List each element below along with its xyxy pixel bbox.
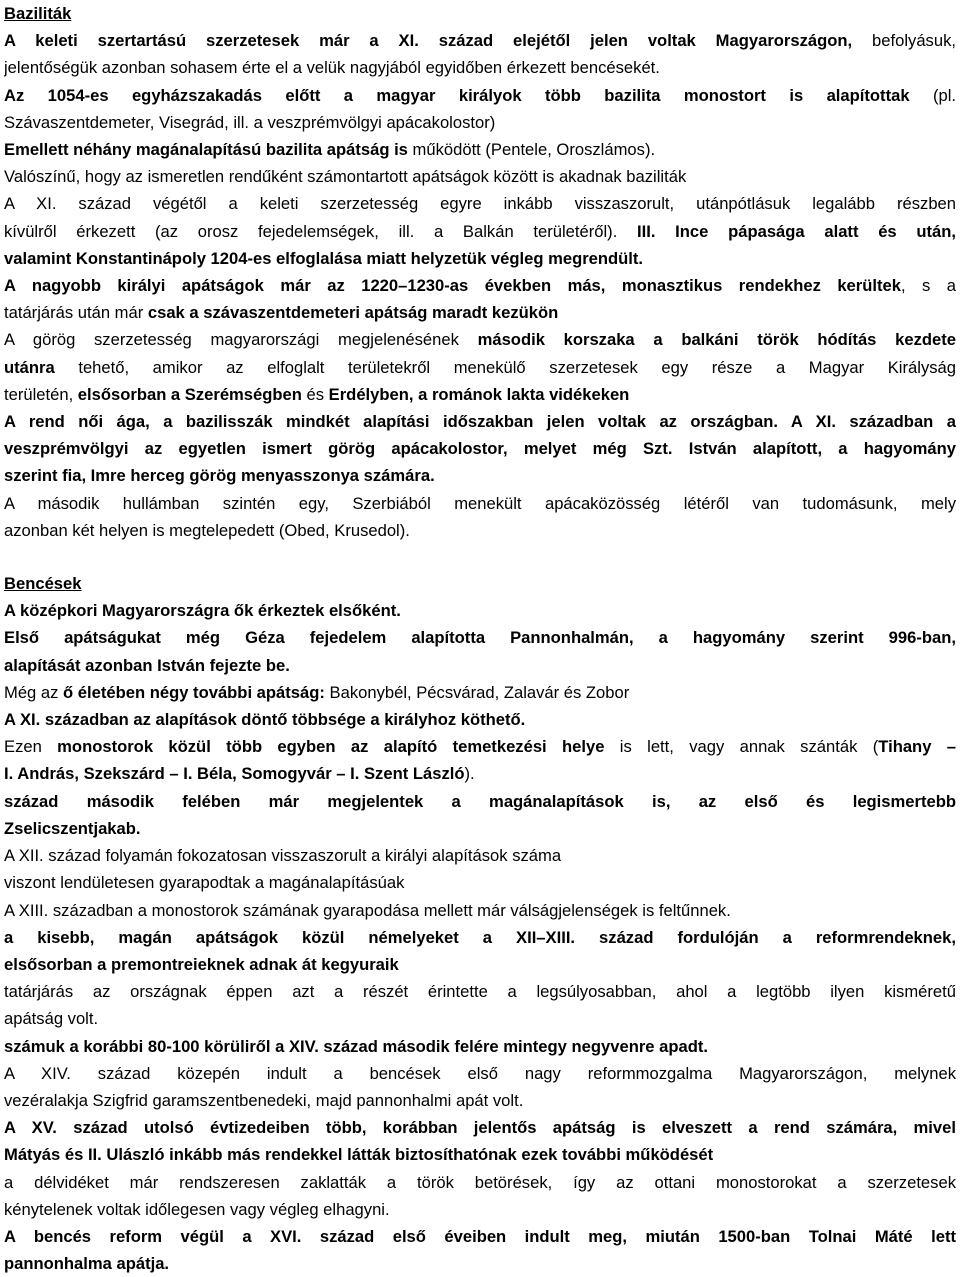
text-span: is lett, vagy annak szánták ( bbox=[604, 737, 879, 757]
text-line bbox=[4, 136, 956, 163]
text-span: területén, bbox=[4, 384, 78, 404]
bold-text: szerint fia, Imre herceg görög menyasszonya számára. bbox=[4, 466, 435, 486]
bold-text: második korszaka a balkáni török hódítás kezdete bbox=[477, 330, 956, 350]
text-line bbox=[4, 82, 956, 109]
bold-text: elsősorban a Szerémségben bbox=[77, 384, 302, 404]
text-line bbox=[4, 842, 956, 869]
bold-text: veszprémvölgyi az egyetlen ismert görög apácakolostor, melyet még Szt. István alapított, a hagyomány bbox=[4, 439, 956, 459]
bold-text: monostorok közül több egyben az alapító temetkezési helye bbox=[57, 737, 605, 757]
text-line bbox=[4, 1196, 956, 1223]
bold-text: A rend női ága, a bazilisszák mindkét alapítási időszakban jelen voltak az országban. A XI. században a bbox=[4, 412, 956, 432]
text-line bbox=[4, 1250, 956, 1277]
text-line bbox=[4, 652, 956, 679]
text-line bbox=[4, 597, 956, 624]
text-span: azonban két helyen is megtelepedett (Obed, Krusedol). bbox=[4, 520, 410, 540]
bold-text: A XV. század utolsó évtizedeiben több, korábban jelentős apátság is elveszett a rend számára, mivel bbox=[4, 1118, 956, 1138]
text-line bbox=[4, 1005, 956, 1032]
bold-text: A bencés reform végül a XVI. század első éveiben indult meg, miután 1500-ban Tolnai Máté lett bbox=[4, 1226, 956, 1246]
text-span: ). bbox=[464, 764, 475, 784]
bold-text: Az 1054-es egyházszakadás előtt a magyar királyok több bazilita monostort is alapítottak bbox=[4, 85, 910, 105]
text-line bbox=[4, 381, 956, 408]
bold-text: számuk a korábbi 80-100 körüliről a XIV. század második felére mintegy negyvenre apadt. bbox=[4, 1036, 708, 1056]
text-span: Szávaszentdemeter, Visegrád, ill. a veszprémvölgyi apácakolostor) bbox=[4, 112, 496, 132]
bold-text: A középkori Magyarországra ők érkeztek elsőként. bbox=[4, 601, 401, 621]
text-line bbox=[4, 1169, 956, 1196]
text-span: kénytelenek voltak időlegesen vagy végleg elhagyni. bbox=[4, 1199, 390, 1219]
text-span: jelentőségük azonban sohasem érte el a velük nagyjából egyidőben érkezett bencésekét. bbox=[4, 58, 660, 78]
text-span: (pl. bbox=[909, 85, 956, 105]
text-span: működött (Pentele, Oroszlámos). bbox=[407, 140, 656, 160]
text-line bbox=[4, 462, 956, 489]
text-span: A görög szerzetesség magyarországi megjelenésének bbox=[4, 330, 478, 350]
text-line bbox=[4, 54, 956, 81]
bold-text: III. Ince pápasága alatt és után, bbox=[637, 221, 956, 241]
text-line bbox=[4, 245, 956, 272]
text-span: befolyásuk, bbox=[852, 31, 956, 51]
bold-text: Emellett néhány magánalapítású bazilita apátság is bbox=[4, 140, 408, 160]
text-line bbox=[4, 299, 956, 326]
text-span: A XIII. században a monostorok számának gyarapodása mellett már válságjelenségek is feltűnnek. bbox=[4, 900, 731, 920]
text-line bbox=[4, 978, 956, 1005]
text-span: tatárjárás az országnak éppen azt a részét érintette a legsúlyosabban, ahol a legtöbb ilyen kisméretű bbox=[4, 982, 956, 1002]
text-line bbox=[4, 1141, 956, 1168]
text-line bbox=[4, 869, 956, 896]
bold-text: Mátyás és II. Ulászló inkább más rendekkel látták biztosíthatónak ezek további működését bbox=[4, 1145, 714, 1165]
section-heading-bencesek: Bencések bbox=[4, 574, 82, 594]
bold-text: Első apátságukat még Géza fejedelem alapította Pannonhalmán, a hagyomány szerint 996-ban, bbox=[4, 628, 956, 648]
text-span: A XII. század folyamán fokozatosan visszaszorult a királyi alapítások száma bbox=[4, 846, 562, 866]
bold-text: Tihany – bbox=[878, 737, 956, 757]
text-span: Ezen bbox=[4, 737, 58, 757]
text-span: a délvidéket már rendszeresen zaklatták a török betörések, így az ottani monostorokat a szerzetesek bbox=[4, 1172, 956, 1192]
bold-text: Erdélyben, a románok lakta vidékeken bbox=[328, 384, 630, 404]
text-line bbox=[4, 1087, 956, 1114]
text-span: A második hullámban szintén egy, Szerbiából menekült apácaközösség létéről van tudomásunk, mely bbox=[4, 493, 956, 513]
text-span: Bakonybél, Pécsvárad, Zalavár és Zobor bbox=[324, 682, 630, 702]
text-span: kívülről érkezett (az orosz fejedelemségek, ill. a Balkán területéről). bbox=[4, 221, 638, 241]
text-line bbox=[4, 190, 956, 217]
text-line bbox=[4, 272, 956, 299]
bold-text: valamint Konstantinápoly 1204-es elfoglalása miatt helyzetük végleg megrendült. bbox=[4, 248, 644, 268]
text-line bbox=[4, 218, 956, 245]
text-line bbox=[4, 1033, 956, 1060]
text-span: apátság volt. bbox=[4, 1009, 99, 1029]
bold-text: a kisebb, magán apátságok közül némelyeket a XII–XIII. század fordulóján a reformrendeknek, bbox=[4, 927, 956, 947]
bold-text: pannonhalma apátja. bbox=[4, 1254, 170, 1274]
text-line bbox=[4, 354, 956, 381]
text-span: viszont lendületesen gyarapodtak a magánalapításúak bbox=[4, 873, 405, 893]
text-line bbox=[4, 788, 956, 815]
text-line bbox=[4, 435, 956, 462]
text-span: Valószínű, hogy az ismeretlen rendűként számontartott apátságok között is akadnak baziliták bbox=[4, 167, 687, 187]
bold-text: alapítását azonban István fejezte be. bbox=[4, 655, 290, 675]
text-line bbox=[4, 760, 956, 787]
text-line bbox=[4, 163, 956, 190]
text-line bbox=[4, 897, 956, 924]
text-line bbox=[4, 1060, 956, 1087]
text-span: tatárjárás után már bbox=[4, 303, 148, 323]
bold-text: A keleti szertartású szerzetesek már a XI. század elejétől jelen voltak Magyarországon, bbox=[4, 31, 853, 51]
bold-text: század második felében már megjelentek a magánalapítások is, az első és legismertebb bbox=[4, 791, 956, 811]
text-span: vezéralakja Szigfrid garamszentbenedeki, majd pannonhalmi apát volt. bbox=[4, 1090, 524, 1110]
text-span: Még az bbox=[4, 682, 64, 702]
bold-text: elsősorban a premontreieknek adnak át kegyuraik bbox=[4, 954, 399, 974]
section-body-bazilitak bbox=[4, 27, 956, 544]
text-line bbox=[4, 109, 956, 136]
text-line bbox=[4, 706, 956, 733]
text-line bbox=[4, 924, 956, 951]
text-span: , s a bbox=[900, 276, 956, 296]
text-span: és bbox=[301, 384, 329, 404]
section-heading-bazilitak: Baziliták bbox=[4, 4, 72, 23]
text-line bbox=[4, 1223, 956, 1250]
text-line bbox=[4, 815, 956, 842]
bold-text: I. András, Szekszárd – I. Béla, Somogyvár – I. Szent László bbox=[4, 764, 465, 784]
section-body-bencesek bbox=[4, 597, 956, 1277]
text-line bbox=[4, 517, 956, 544]
bold-text: csak a szávaszentdemeteri apátság maradt kezükön bbox=[147, 303, 559, 323]
text-line bbox=[4, 490, 956, 517]
text-line bbox=[4, 1114, 956, 1141]
text-line bbox=[4, 679, 956, 706]
text-line bbox=[4, 624, 956, 651]
bold-text: Zselicszentjakab. bbox=[4, 818, 141, 838]
text-span: A XI. század végétől a keleti szerzetesség egyre inkább visszaszorult, utánpótlásuk legalább részben bbox=[4, 194, 956, 214]
text-span: tehető, amikor az elfoglalt területekről menekülő szerzetesek egy része a Magyar Királyság bbox=[54, 357, 956, 377]
text-line bbox=[4, 733, 956, 760]
text-line bbox=[4, 326, 956, 353]
bold-text: A XI. században az alapítások döntő többsége a királyhoz köthető. bbox=[4, 710, 526, 730]
text-line bbox=[4, 408, 956, 435]
text-span: A XIV. század közepén indult a bencések első nagy reformmozgalma Magyarországon, melynek bbox=[4, 1063, 956, 1083]
bold-text: utánra bbox=[4, 357, 55, 377]
section-gap bbox=[4, 544, 956, 570]
bold-text: ő életében négy további apátság: bbox=[63, 682, 325, 702]
text-line bbox=[4, 951, 956, 978]
text-line bbox=[4, 27, 956, 54]
bold-text: A nagyobb királyi apátságok már az 1220–1230-as években más, monasztikus rendekhez kerültek bbox=[4, 276, 901, 296]
